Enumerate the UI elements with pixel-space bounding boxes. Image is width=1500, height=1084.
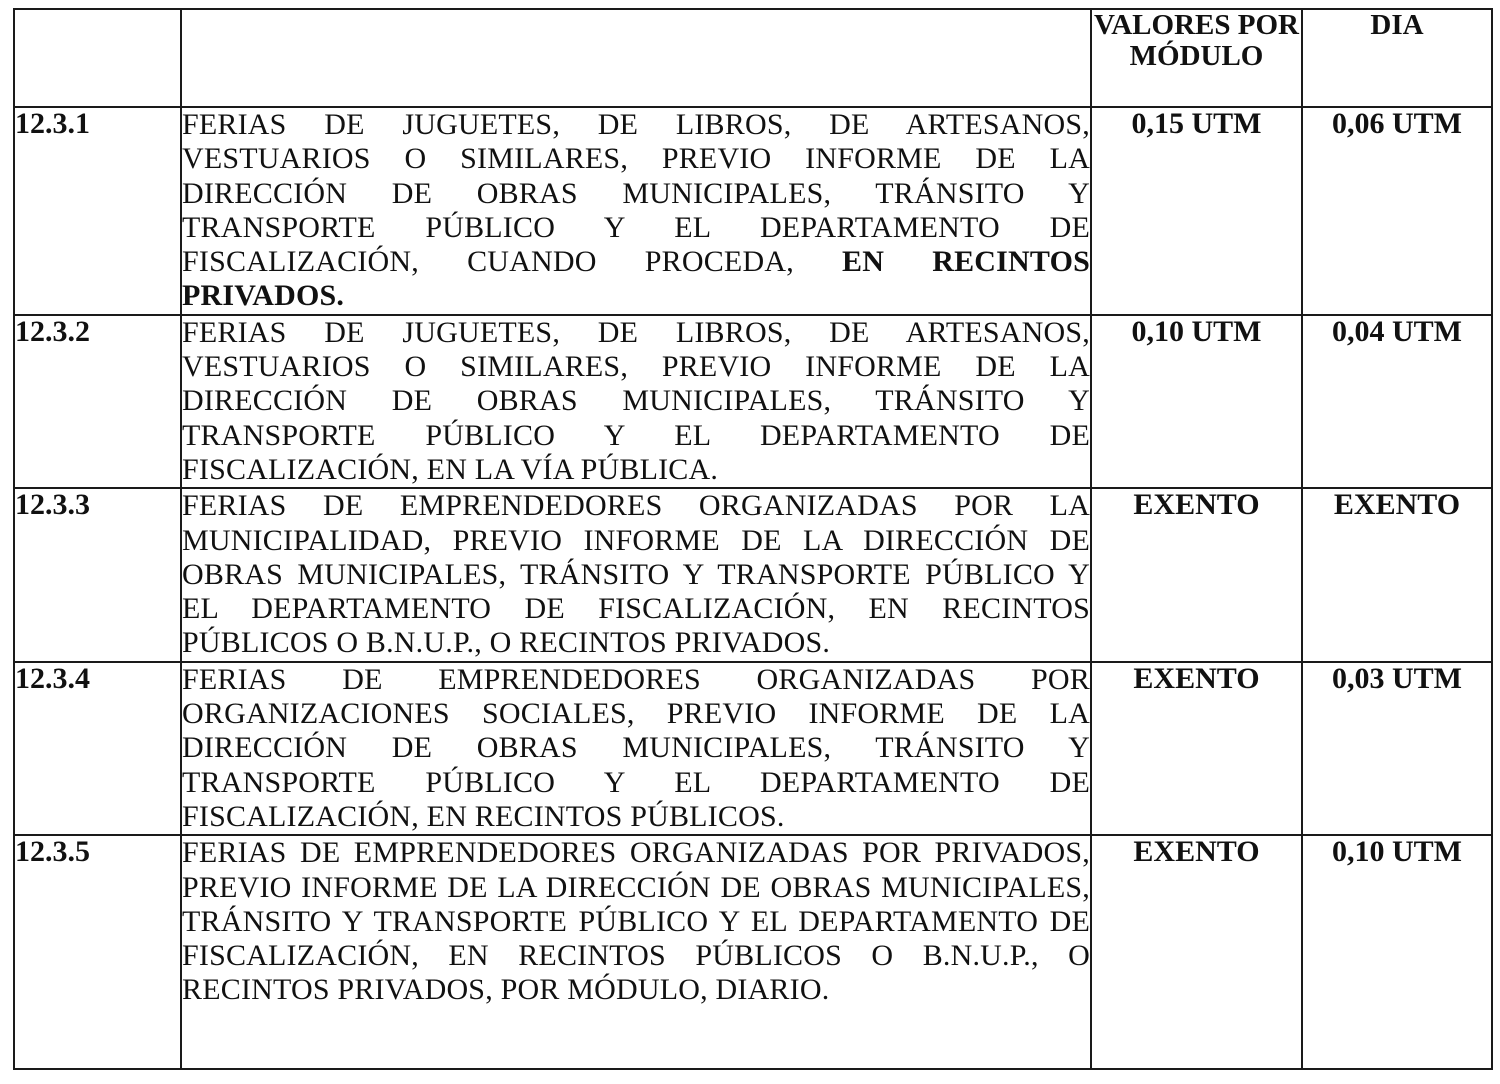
table-row (14, 488, 1492, 661)
row-description: FERIAS DE EMPRENDEDORES ORGANIZADAS POR ORGANIZACIONES SOCIALES, PREVIO INFORME DE LA DIRECCIÓN DE OBRAS MUNICIPALES, TRÁNSITO Y TRANSPORTE PÚBLICO Y EL DEPARTAMENTO DE FISCALIZACIÓN, EN RECINTOS PÚBLICOS. (181, 662, 1091, 835)
row-value-per-module: 0,10 UTM (1091, 315, 1302, 488)
row-value-per-module: EXENTO (1091, 662, 1302, 835)
header-description-cell (181, 9, 1091, 107)
header-row (14, 9, 1492, 107)
row-code: 12.3.3 (14, 488, 181, 661)
row-description-text: FERIAS DE JUGUETES, DE LIBROS, DE ARTESANOS, VESTUARIOS O SIMILARES, PREVIO INFORME DE LA DIRECCIÓN DE OBRAS MUNICIPALES, TRÁNSITO Y TRANSPORTE PÚBLICO Y EL DEPARTAMENTO DE FISCALIZACIÓN, CUANDO PROCEDA, (182, 108, 1090, 279)
row-day-value: 0,10 UTM (1302, 835, 1492, 1069)
header-day: DIA (1302, 9, 1492, 107)
row-day-value: 0,04 UTM (1302, 315, 1492, 488)
row-value-per-module: EXENTO (1091, 488, 1302, 661)
row-description (181, 107, 1091, 315)
row-code: 12.3.4 (14, 662, 181, 835)
row-value-per-module: 0,15 UTM (1091, 107, 1302, 315)
row-code: 12.3.1 (14, 107, 181, 315)
table-row (14, 107, 1492, 315)
row-description: FERIAS DE EMPRENDEDORES ORGANIZADAS POR LA MUNICIPALIDAD, PREVIO INFORME DE LA DIRECCIÓN DE OBRAS MUNICIPALES, TRÁNSITO Y TRANSPORTE PÚBLICO Y EL DEPARTAMENTO DE FISCALIZACIÓN, EN RECINTOS PÚBLICOS O B.N.U.P., O RECINTOS PRIVADOS. (181, 488, 1091, 661)
header-code-cell (14, 9, 181, 107)
table-row (14, 662, 1492, 835)
table-row (14, 835, 1492, 1069)
row-description: FERIAS DE JUGUETES, DE LIBROS, DE ARTESANOS, VESTUARIOS O SIMILARES, PREVIO INFORME DE LA DIRECCIÓN DE OBRAS MUNICIPALES, TRÁNSITO Y TRANSPORTE PÚBLICO Y EL DEPARTAMENTO DE FISCALIZACIÓN, EN LA VÍA PÚBLICA. (181, 315, 1091, 488)
row-description: FERIAS DE EMPRENDEDORES ORGANIZADAS POR PRIVADOS, PREVIO INFORME DE LA DIRECCIÓN DE OBRAS MUNICIPALES, TRÁNSITO Y TRANSPORTE PÚBLICO Y EL DEPARTAMENTO DE FISCALIZACIÓN, EN RECINTOS PÚBLICOS O B.N.U.P., O RECINTOS PRIVADOS, POR MÓDULO, DIARIO. (181, 835, 1091, 1069)
row-day-value: 0,06 UTM (1302, 107, 1492, 315)
header-value-per-module: VALORES POR MÓDULO (1091, 9, 1302, 107)
row-value-per-module: EXENTO (1091, 835, 1302, 1069)
row-code: 12.3.5 (14, 835, 181, 1069)
row-description-emphasis: EN RECINTOS PRIVADOS. (182, 245, 1091, 313)
row-day-value: 0,03 UTM (1302, 662, 1492, 835)
tariff-table (13, 8, 1493, 1070)
row-day-value: EXENTO (1302, 488, 1492, 661)
table-row (14, 315, 1492, 488)
row-code: 12.3.2 (14, 315, 181, 488)
